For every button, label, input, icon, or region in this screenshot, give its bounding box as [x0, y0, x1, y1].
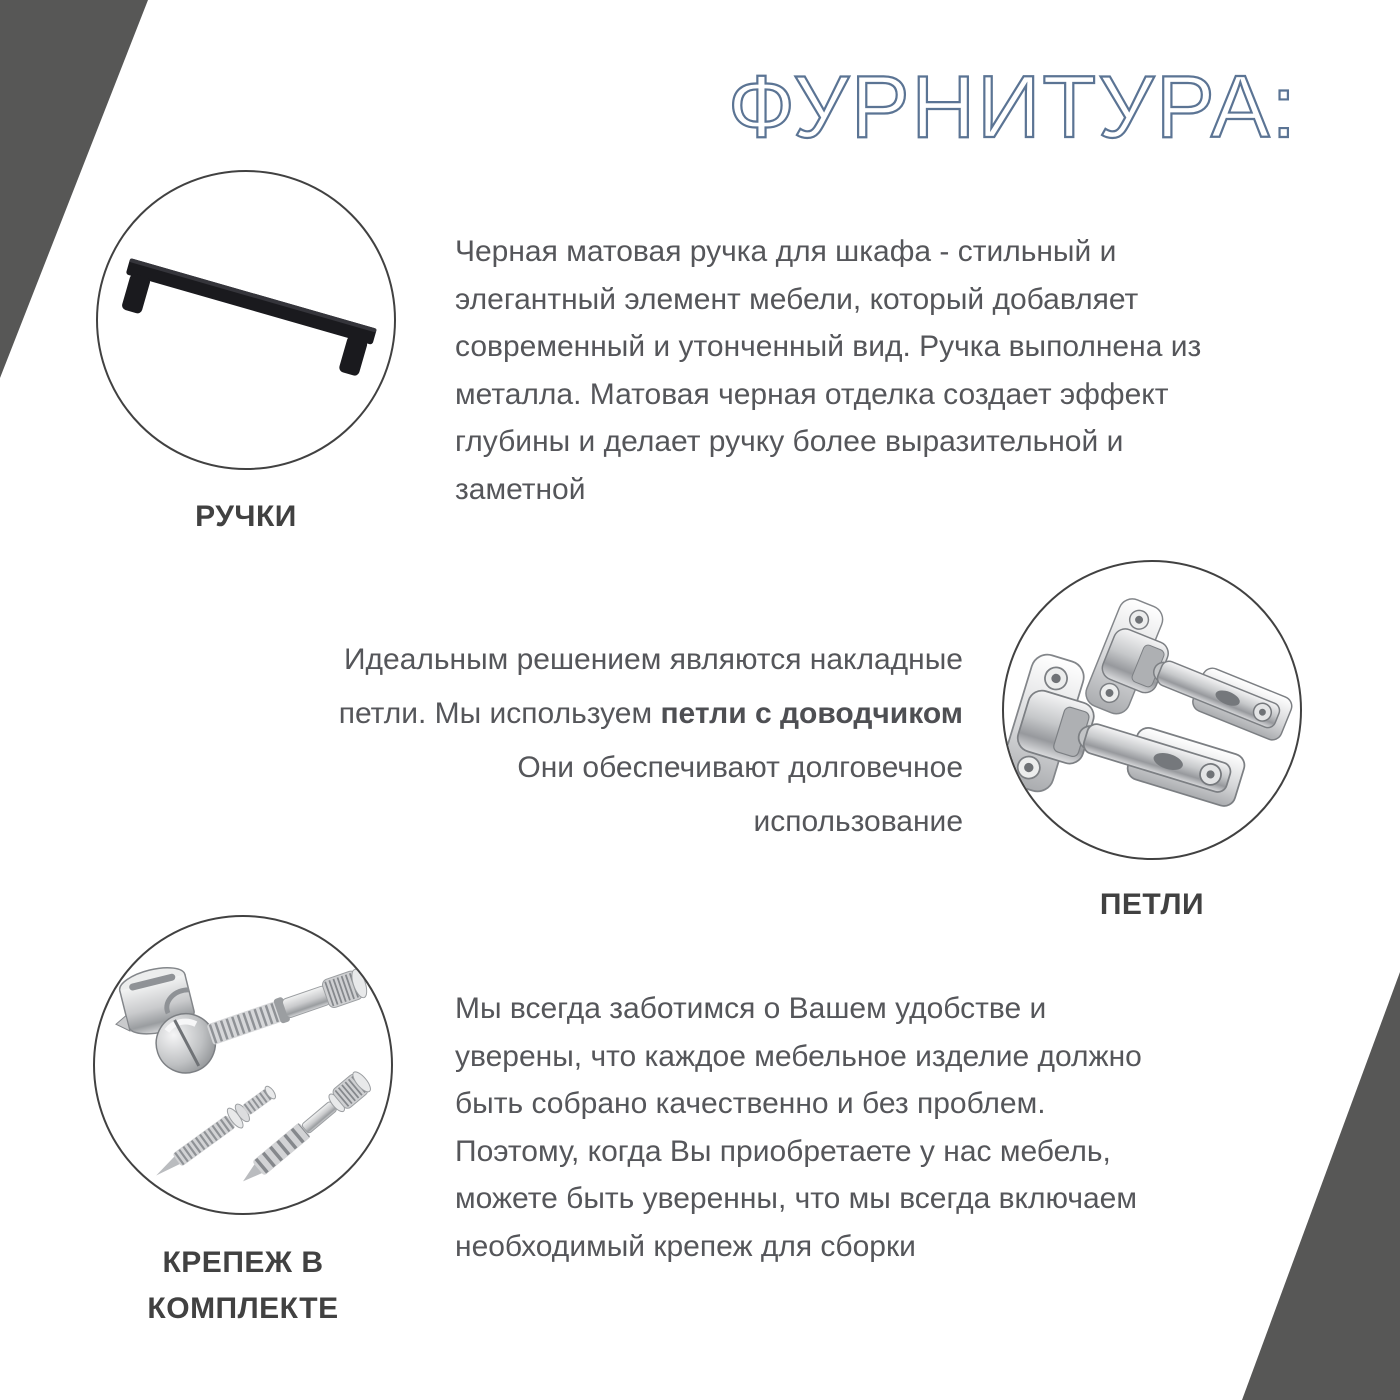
cabinet-handle-shape: [116, 258, 377, 378]
hinges-label: [1002, 882, 1302, 928]
hinges-paragraph: [243, 633, 963, 849]
handles-photo-circle: [96, 170, 396, 470]
paragraph-line: глубины и делает ручку более выразительной и: [455, 425, 1124, 458]
paragraph-line: уверены, что каждое мебельное изделие должно: [455, 1039, 1142, 1073]
paragraph-line: элегантный элемент мебели, который добавляет: [455, 282, 1139, 316]
paragraph-line: необходимый крепеж для сборки: [455, 1229, 916, 1263]
paragraph-line: металла. Матовая черная отделка создает эффект: [455, 377, 1169, 411]
paragraph-line: Они обеспечивают долговечное: [517, 751, 963, 784]
soft-close-hinges-image: [1004, 562, 1300, 858]
fasteners-label-line1: КРЕПЕЖ В: [162, 1246, 324, 1279]
fasteners-paragraph: [455, 985, 1255, 1270]
handles-label-text: РУЧКИ: [195, 500, 297, 533]
page-title: ФУРНИТУРА:: [728, 57, 1298, 156]
fasteners-photo-circle: [93, 915, 393, 1215]
paragraph-text: петли. Мы используем: [338, 697, 661, 730]
fasteners-label-line2: КОМПЛЕКТЕ: [147, 1292, 339, 1325]
paragraph-line: использование: [753, 805, 963, 838]
paragraph-line: быть собрано качественно и без проблем.: [455, 1087, 1046, 1120]
paragraph-line: заметной: [455, 472, 586, 506]
paragraph-line: современный и утонченный вид. Ручка выполнена из: [455, 330, 1202, 363]
euro-screw-right: [235, 1069, 373, 1191]
paragraph-bold-text: петли с доводчиком: [660, 697, 963, 730]
black-matte-handle-image: [98, 172, 394, 468]
handles-paragraph: [455, 228, 1285, 513]
paragraph-line: Идеальным решением являются накладные: [343, 643, 963, 676]
hinges-photo-circle: [1002, 560, 1302, 860]
assembly-hardware-image: [95, 917, 391, 1213]
paragraph-line: Мы всегда заботимся о Вашем удобстве и: [455, 992, 1047, 1025]
paragraph-line: Черная матовая ручка для шкафа - стильный и: [455, 235, 1117, 268]
handles-label: [96, 494, 396, 540]
paragraph-line: Поэтому, когда Вы приобретаете у нас мебель,: [455, 1134, 1111, 1168]
fasteners-label: [78, 1240, 408, 1332]
paragraph-line: можете быть уверенны, что мы всегда включаем: [455, 1182, 1137, 1215]
paragraph-line: [243, 687, 963, 741]
corner-wedge-bottom-right: [1242, 972, 1400, 1400]
hinges-label-text: ПЕТЛИ: [1099, 888, 1205, 921]
